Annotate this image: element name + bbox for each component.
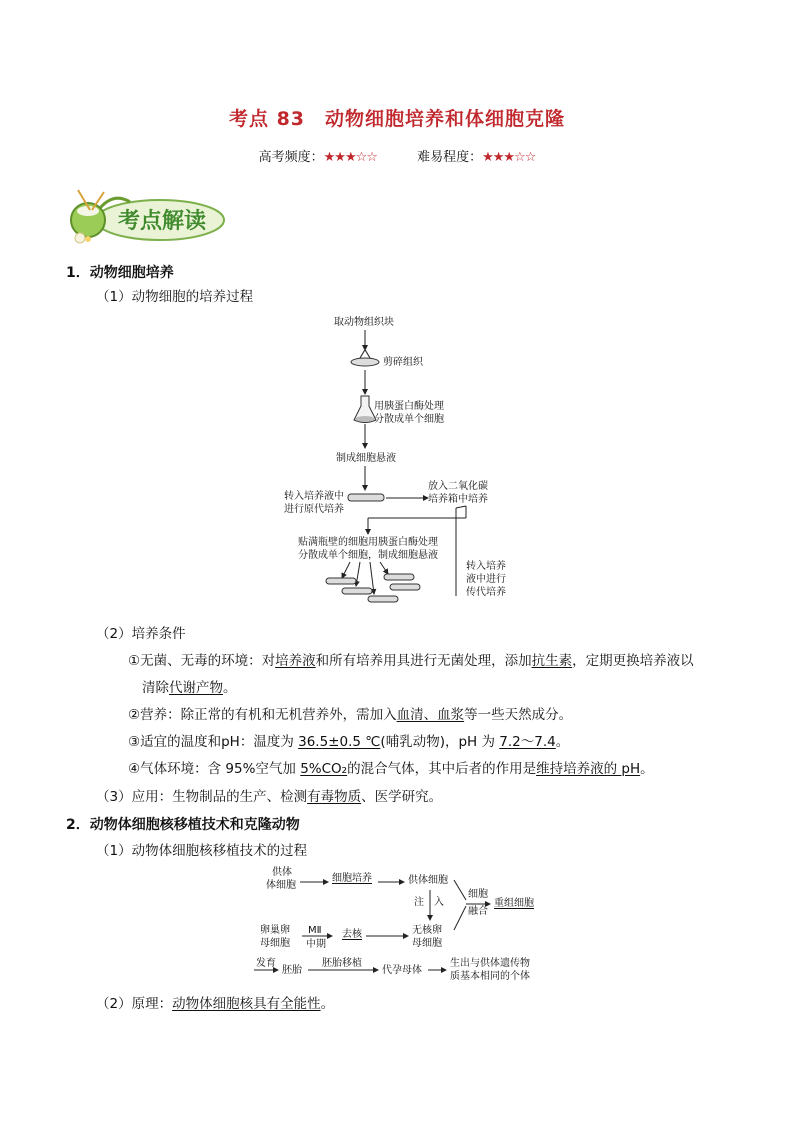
c3-u2: 7.2～7.4 [499, 734, 556, 750]
dish-scissors-icon [351, 348, 379, 366]
frequency-label: 高考频度： [258, 150, 324, 165]
flask-icon [354, 396, 376, 423]
c1b-u: 代谢产物 [169, 680, 223, 696]
step-side-b: 液中进行 [466, 574, 506, 585]
condition-1 [128, 651, 694, 671]
c3-pre: ③适宜的温度和pH：温度为 [128, 734, 299, 750]
step-side-c: 传代培养 [466, 587, 506, 598]
c2-u: 血清、血浆 [396, 707, 465, 723]
c4-post: 。 [640, 761, 654, 777]
coconut-banner-icon [60, 186, 230, 246]
section1-sub3 [96, 787, 442, 807]
nonuc-a: 无核卵 [412, 925, 442, 936]
section-banner [60, 186, 230, 246]
c2-post: 等一些天然成分。 [464, 707, 573, 723]
fuse-a: 细胞 [468, 889, 488, 900]
step-passage-b: 分散成单个细胞，制成细胞悬液 [298, 550, 438, 561]
section1-heading: 1．动物细胞培养 [66, 265, 174, 281]
c1-pre: ①无菌、无毒的环境：对 [128, 653, 276, 669]
donor-cell: 供体细胞 [408, 875, 448, 886]
frequency-stars: ★★★☆☆ [323, 150, 377, 165]
culture-u: 细胞培养 [332, 873, 372, 884]
c1b-post: 。 [223, 680, 237, 696]
inject-a: 注 [414, 897, 424, 908]
c3-mid: (哺乳动物)，pH 为 [380, 734, 500, 750]
step-suspension: 制成细胞悬液 [336, 453, 396, 464]
c4-mid: 的混合气体，其中后者的作用是 [347, 761, 537, 777]
step-trypsin-b: 分散成单个细胞 [374, 414, 444, 425]
develop-label: 发育 [256, 958, 276, 969]
nonuc-b: 母细胞 [412, 938, 442, 949]
c1-post: ，定期更换培养液以 [572, 653, 694, 669]
c1-mid: 和所有培养用具进行无菌处理，添加 [315, 653, 532, 669]
donor-b: 体细胞 [266, 880, 296, 891]
enuc-u: 去核 [342, 929, 362, 940]
section2-sub2 [96, 994, 334, 1014]
step-co2-a: 放入二氧化碳 [428, 481, 488, 492]
condition-3 [128, 732, 569, 752]
recon-label [494, 897, 534, 910]
nuclear-transfer-diagram [250, 866, 550, 986]
cell-culture-diagram [270, 312, 510, 612]
sub3-post: 、医学研究。 [361, 789, 443, 805]
recon-u: 重组细胞 [494, 898, 534, 909]
difficulty-rating [417, 146, 535, 165]
c4-u1: 5%CO₂ [300, 761, 348, 777]
sub2-post: 。 [320, 996, 335, 1012]
section2-heading: 2．动物体细胞核移植技术和克隆动物 [66, 817, 300, 833]
page-title: 考点 83 动物细胞培养和体细胞克隆 [228, 108, 566, 130]
inject-b: 入 [434, 897, 444, 908]
mii-a: MⅡ [308, 925, 322, 936]
section1-sub2: （2）培养条件 [96, 626, 186, 642]
mii-b: 中期 [306, 939, 326, 950]
enuc-label [342, 928, 362, 941]
culture-label [332, 872, 372, 885]
c4-pre: ④气体环境：含 95%空气加 [128, 761, 301, 777]
egg-a: 卵巢卵 [260, 925, 290, 936]
section2-sub1: （1）动物体细胞核移植技术的过程 [96, 843, 308, 859]
fuse-b: 融合 [468, 906, 488, 917]
egg-b: 母细胞 [260, 938, 290, 949]
banner-text: 考点解读 [117, 209, 207, 234]
birth-b: 质基本相同的个体 [450, 971, 530, 982]
difficulty-label: 难易程度： [417, 150, 483, 165]
embryo-label: 胚胎 [282, 965, 302, 976]
sub3-pre: （3）应用：生物制品的生产、检测 [96, 789, 308, 805]
c1b-pre: 清除 [142, 680, 169, 696]
c3-post: 。 [555, 734, 570, 750]
frequency-rating [259, 146, 377, 165]
c1-u2: 抗生素 [531, 653, 573, 669]
step-primary-a: 转入培养液中 [284, 491, 344, 502]
step-mince: 剪碎组织 [383, 357, 423, 368]
step-primary-b: 进行原代培养 [284, 504, 344, 515]
birth-a: 生出与供体遗传物 [450, 958, 530, 969]
sub2-u: 动物体细胞核具有全能性 [172, 996, 321, 1012]
condition-2 [128, 705, 572, 725]
ratings-row [0, 146, 794, 165]
transfer-label: 胚胎移植 [322, 958, 362, 969]
section1-sub1: （1）动物细胞的培养过程 [96, 289, 254, 305]
step-trypsin-a: 用胰蛋白酶处理 [374, 401, 444, 412]
sub2-pre: （2）原理： [96, 996, 173, 1012]
step-passage-a: 贴满瓶壁的细胞用胰蛋白酶处理 [298, 537, 438, 548]
c4-u2: 维持培养液的 pH [536, 761, 641, 777]
surrogate-label: 代孕母体 [382, 965, 422, 976]
condition-1-cont [142, 678, 237, 698]
sub3-u: 有毒物质 [307, 789, 362, 805]
c3-u1: 36.5±0.5 ℃ [298, 734, 381, 750]
difficulty-stars: ★★★☆☆ [482, 150, 536, 165]
c2-pre: ②营养：除正常的有机和无机营养外，需加入 [128, 707, 397, 723]
step-side-a: 转入培养 [466, 561, 506, 572]
step-co2-b: 培养箱中培养 [428, 494, 488, 505]
step-tissue: 取动物组织块 [334, 317, 394, 328]
condition-4 [128, 759, 654, 779]
c1-u1: 培养液 [275, 653, 316, 669]
donor-a: 供体 [272, 867, 292, 878]
